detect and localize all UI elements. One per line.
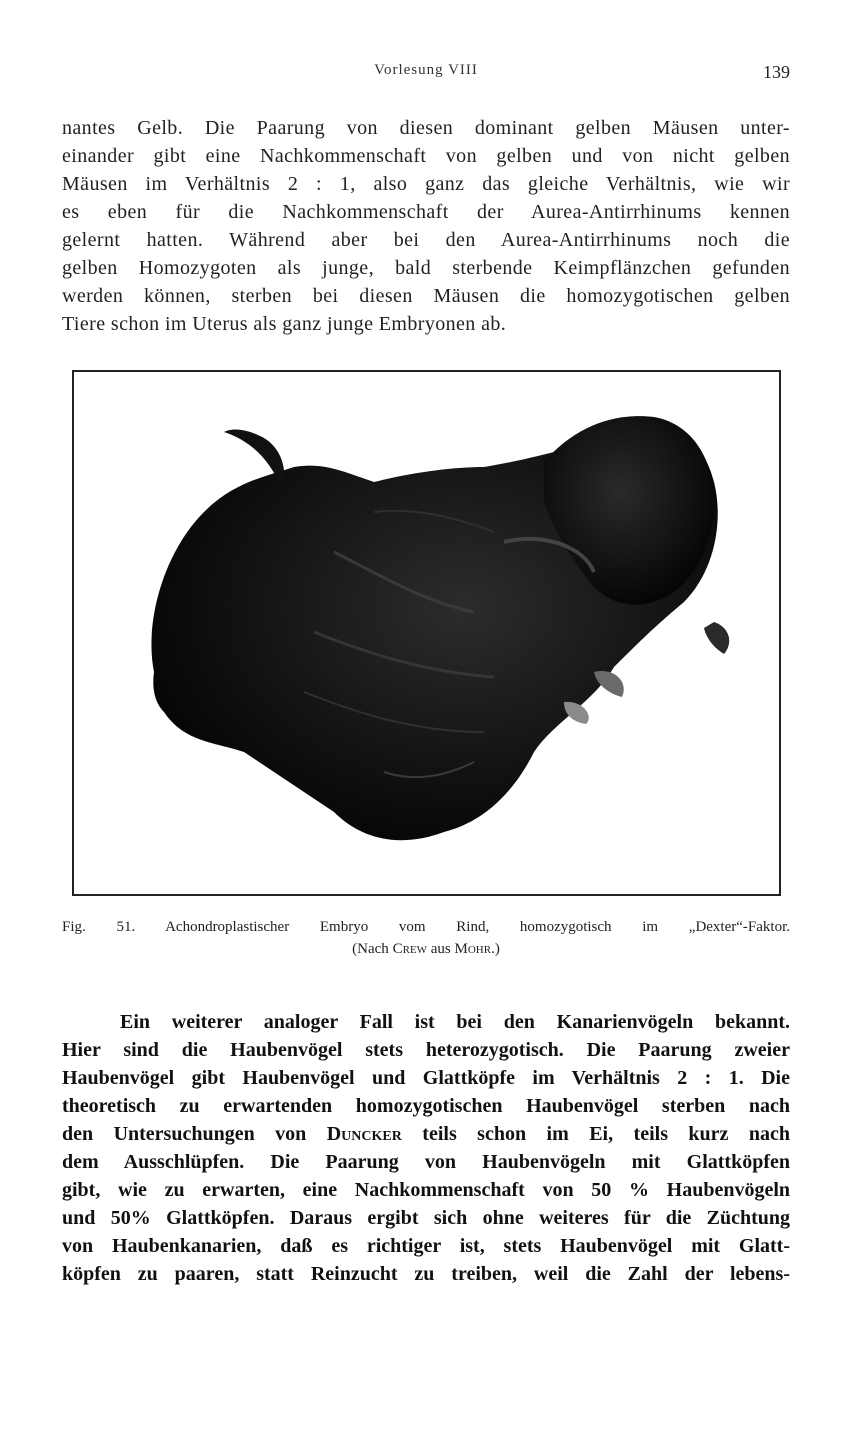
- running-head: Vorlesung VIII: [374, 62, 478, 78]
- caption-text: .): [491, 941, 500, 957]
- text-line: Ein weiterer analoger Fall ist bei den Kanarienvögeln bekannt.: [120, 1011, 790, 1033]
- text-line: gelben Homozygoten als junge, bald sterbende Keimpflänzchen gefunden: [62, 257, 790, 279]
- text-line: köpfen zu paaren, statt Reinzucht zu treiben, weil die Zahl der lebens-: [62, 1263, 790, 1285]
- page-number: 139: [763, 62, 790, 82]
- paragraph-mice: [62, 114, 790, 338]
- text-line: theoretisch zu erwartenden homozygotischen Haubenvögel sterben nach: [62, 1095, 790, 1117]
- text-line: Hier sind die Haubenvögel stets heterozygotisch. Die Paarung zweier: [62, 1039, 790, 1061]
- text-line: nantes Gelb. Die Paarung von diesen dominant gelben Mäusen unter-: [62, 117, 790, 139]
- page-header: [62, 62, 790, 86]
- text-line: und 50% Glattköpfen. Daraus ergibt sich ohne weiteres für die Züchtung: [62, 1207, 790, 1229]
- text-line: Tiere schon im Uterus als ganz junge Embryonen ab.: [62, 313, 507, 335]
- author-name: Duncker: [326, 1123, 402, 1145]
- text-line: [62, 1120, 790, 1148]
- caption-text: (Nach: [352, 941, 393, 957]
- caption-credit: [62, 938, 790, 960]
- text-line: von Haubenkanarien, daß es richtiger ist, stets Haubenvögel mit Glatt-: [62, 1235, 790, 1257]
- text-line: Mäusen im Verhältnis 2 : 1, also ganz das gleiche Verhältnis, wie wir: [62, 173, 790, 195]
- text-span: teils schon im Ei, teils kurz nach: [401, 1123, 790, 1145]
- text-line: werden können, sterben bei diesen Mäusen die homozygotischen gelben: [62, 285, 790, 307]
- caption-line: Fig. 51. Achondroplastischer Embryo vom Rind, homozygotisch im „Dexter“-Faktor.: [62, 919, 790, 935]
- paragraph-canaries: [62, 1008, 790, 1288]
- embryo-tail: [224, 430, 284, 482]
- text-span: den Untersuchungen von: [62, 1123, 327, 1145]
- caption-text: aus: [427, 941, 455, 957]
- caption-author: Mohr: [454, 941, 492, 957]
- text-line: Haubenvögel gibt Haubenvögel und Glattköpfe im Verhältnis 2 : 1. Die: [62, 1067, 790, 1089]
- text-line: einander gibt eine Nachkommenschaft von gelben und von nicht gelben: [62, 145, 790, 167]
- text-line: es eben für die Nachkommenschaft der Aurea-Antirrhinums kennen: [62, 201, 790, 223]
- caption-author: Crew: [392, 941, 428, 957]
- figure-caption: [62, 916, 790, 960]
- text-line: gelernt hatten. Während aber bei den Aurea-Antirrhinums noch die: [62, 229, 790, 251]
- embryo-photo: [74, 372, 779, 894]
- figure-photo-frame: [72, 370, 781, 896]
- text-line: gibt, wie zu erwarten, eine Nachkommenschaft von 50 % Haubenvögeln: [62, 1179, 790, 1201]
- text-line: dem Ausschlüpfen. Die Paarung von Haubenvögeln mit Glattköpfen: [62, 1151, 790, 1173]
